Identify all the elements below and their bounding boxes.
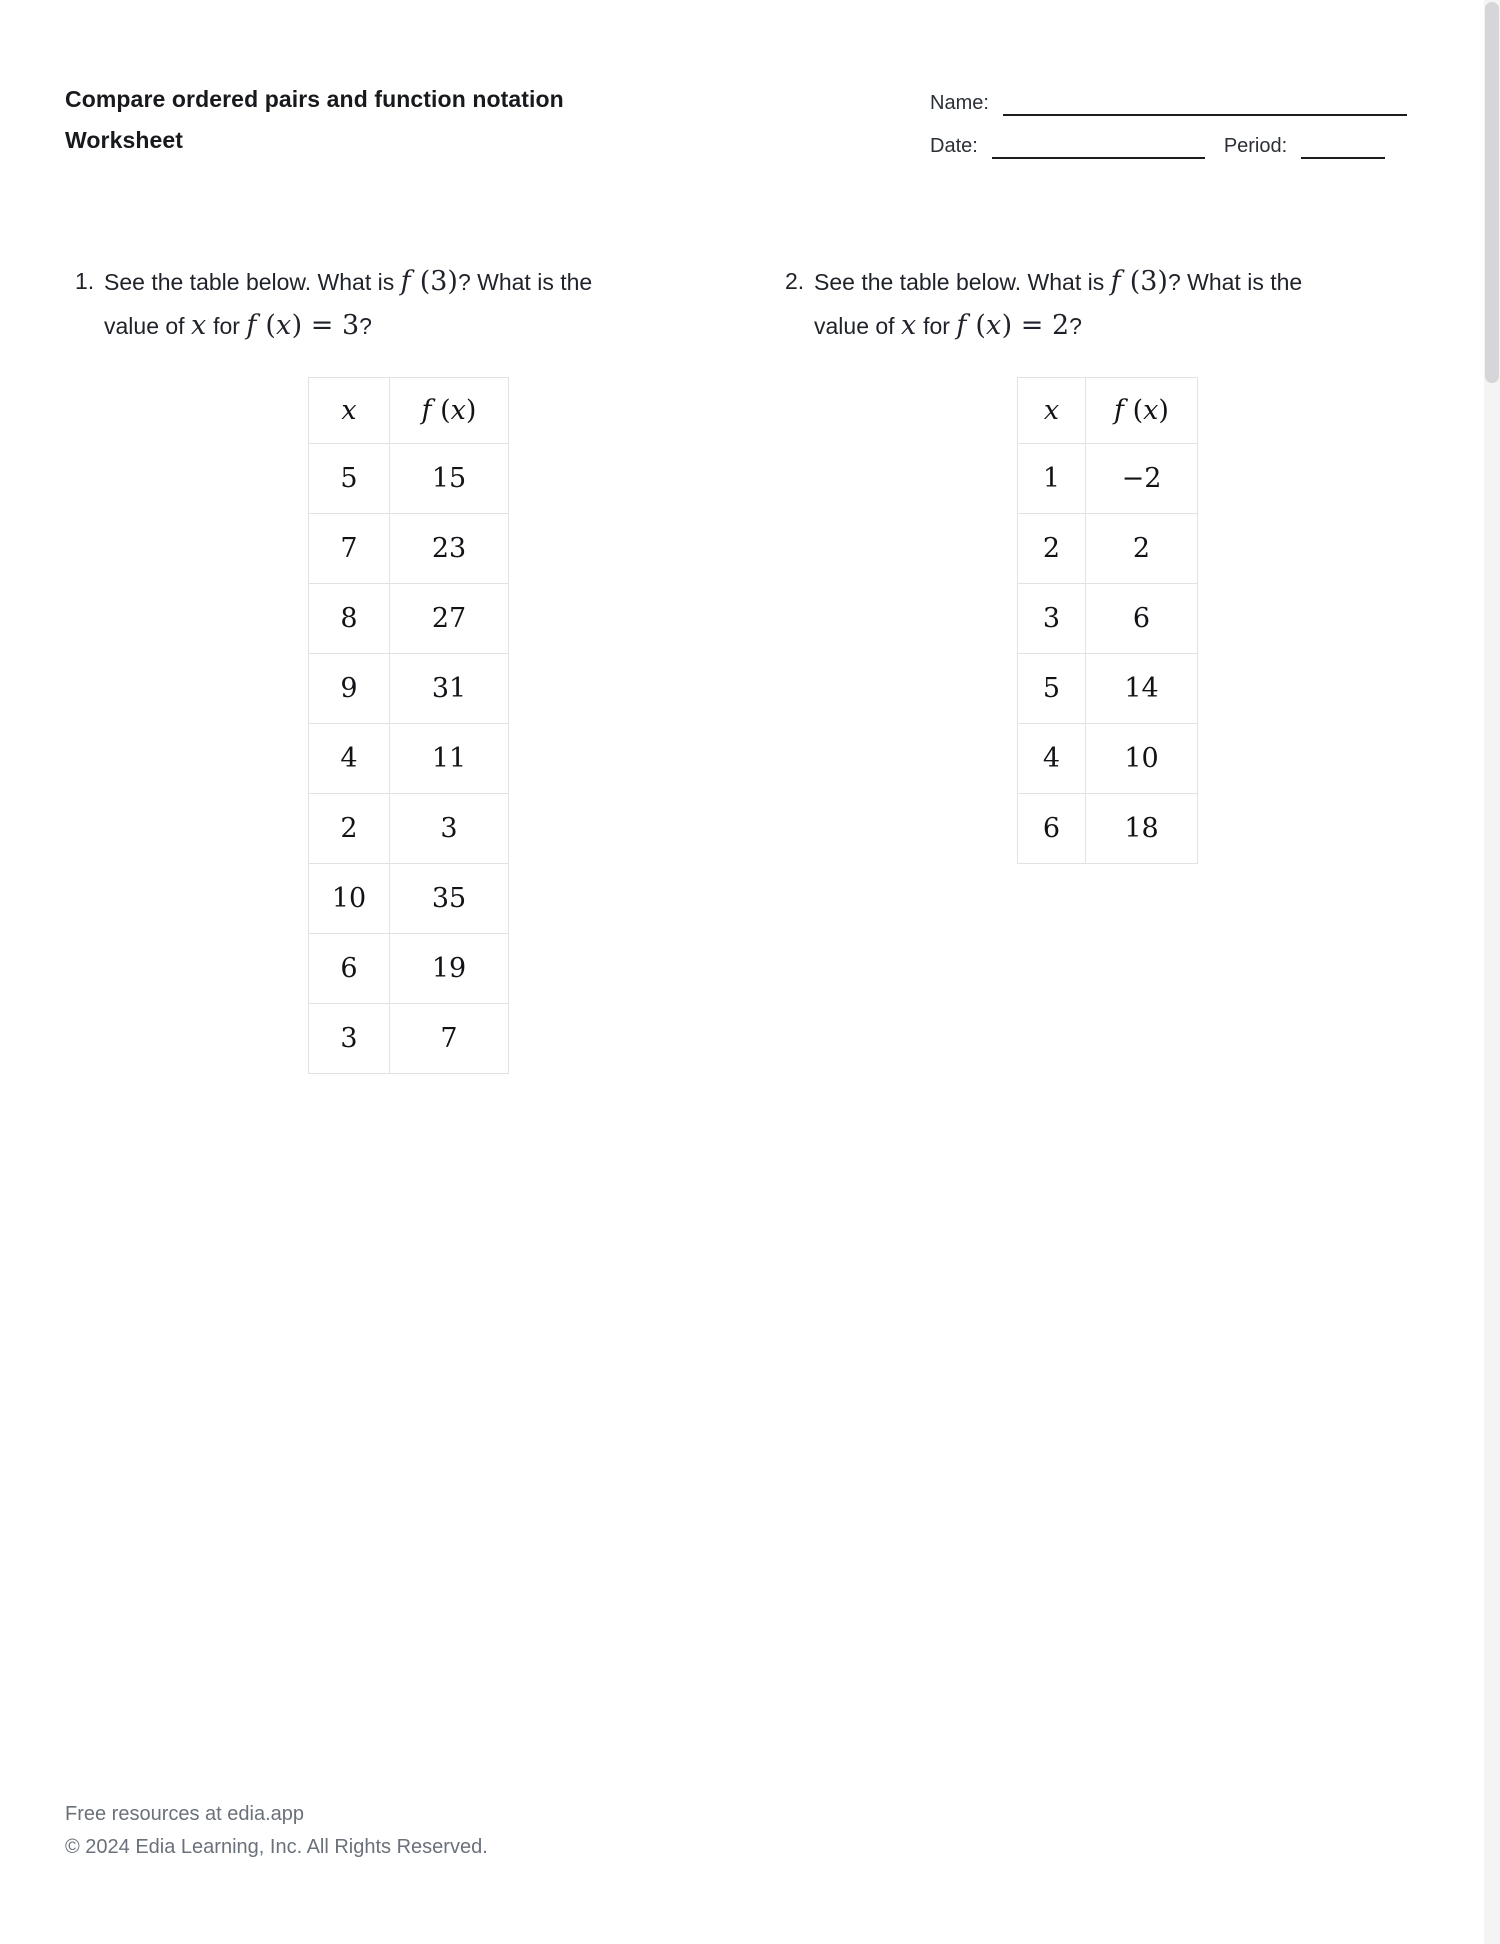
period-label: Period:: [1223, 135, 1288, 157]
question-2-math-x: x: [900, 310, 917, 341]
table-cell: 31: [390, 654, 509, 724]
question-2-text-part: See the table below. What is: [814, 269, 1111, 295]
question-2-function-table: [1017, 377, 1198, 864]
footer-resources-text: Free resources at edia.app: [65, 1803, 305, 1825]
table-cell: 3: [1018, 584, 1086, 654]
table-row: [1018, 584, 1198, 654]
table-row: [309, 444, 509, 514]
table-cell: 19: [390, 934, 509, 1004]
table-cell: 6: [1018, 794, 1086, 864]
student-fields: [930, 92, 1407, 159]
question-2-text-part: ? What is the: [1167, 269, 1303, 295]
table-row: [1018, 654, 1198, 724]
question-1-math-x: x: [190, 310, 207, 341]
table-cell: 18: [1086, 794, 1198, 864]
date-label: Date:: [930, 135, 978, 157]
table-cell: 23: [390, 514, 509, 584]
question-1-math-fx-eq: f (x) = 3: [246, 310, 360, 341]
table-cell: 7: [390, 1004, 509, 1074]
table-cell: 8: [309, 584, 390, 654]
table-cell: 2: [1018, 514, 1086, 584]
question-2-text-part: ?: [1069, 313, 1082, 339]
table-cell: 4: [1018, 724, 1086, 794]
table-row: [309, 514, 509, 584]
worksheet-title: [65, 79, 564, 161]
name-label: Name:: [930, 92, 989, 114]
table-row: [1018, 794, 1198, 864]
name-field-row: [930, 92, 1407, 116]
table-row: [309, 934, 509, 1004]
vertical-scrollbar-thumb[interactable]: [1485, 2, 1499, 383]
question-1-text-part: ?: [359, 313, 372, 339]
column-header: f (x): [390, 378, 509, 444]
table-cell: 1: [1018, 444, 1086, 514]
table-cell: 2: [1086, 514, 1198, 584]
date-blank-line: [992, 145, 1205, 159]
table-cell: 2: [309, 794, 390, 864]
question-2-math-f3: f (3): [1110, 266, 1168, 297]
table-cell: 3: [309, 1004, 390, 1074]
question-2-text-part: value of: [814, 313, 901, 339]
table-cell: 15: [390, 444, 509, 514]
worksheet-title-line2: Worksheet: [65, 127, 184, 153]
table-row: [309, 1004, 509, 1074]
table-row: [1018, 514, 1198, 584]
table-row: [309, 724, 509, 794]
column-header: x: [309, 378, 390, 444]
page-footer: [65, 1798, 488, 1864]
worksheet-title-line1: Compare ordered pairs and function notation: [65, 86, 564, 112]
question-2: [785, 260, 1445, 348]
table-cell: 4: [309, 724, 390, 794]
table-cell: 7: [309, 514, 390, 584]
question-1-text: [104, 260, 735, 348]
period-blank-line: [1301, 145, 1385, 159]
table-cell: 10: [1086, 724, 1198, 794]
column-header: x: [1018, 378, 1086, 444]
question-1: [75, 260, 735, 348]
table-cell: 10: [309, 864, 390, 934]
table-cell: 5: [1018, 654, 1086, 724]
table-cell: 11: [390, 724, 509, 794]
footer-copyright-text: © 2024 Edia Learning, Inc. All Rights Reserved.: [65, 1836, 488, 1858]
table-cell: 27: [390, 584, 509, 654]
question-1-text-part: See the table below. What is: [104, 269, 401, 295]
table-header-row: [309, 378, 509, 444]
column-header: f (x): [1086, 378, 1198, 444]
question-2-math-fx-eq: f (x) = 2: [956, 310, 1070, 341]
table-cell: 6: [309, 934, 390, 1004]
table-row: [1018, 444, 1198, 514]
table-row: [309, 584, 509, 654]
table-row: [309, 654, 509, 724]
question-2-text: [814, 260, 1445, 348]
table-row: [1018, 724, 1198, 794]
question-2-text-part: for: [916, 313, 957, 339]
table-cell: 5: [309, 444, 390, 514]
table-cell: 35: [390, 864, 509, 934]
table-row: [309, 794, 509, 864]
table-cell: −2: [1086, 444, 1198, 514]
table-row: [309, 864, 509, 934]
table-cell: 3: [390, 794, 509, 864]
name-blank-line: [1003, 102, 1407, 116]
question-1-math-f3: f (3): [400, 266, 458, 297]
date-period-field-row: [930, 135, 1407, 159]
question-2-number: 2.: [785, 268, 805, 294]
question-1-function-table: [308, 377, 509, 1074]
table-header-row: [1018, 378, 1198, 444]
table-cell: 6: [1086, 584, 1198, 654]
question-1-number: 1.: [75, 268, 95, 294]
table-cell: 14: [1086, 654, 1198, 724]
table-cell: 9: [309, 654, 390, 724]
vertical-scrollbar-track[interactable]: [1484, 0, 1500, 1944]
question-1-text-part: ? What is the: [457, 269, 593, 295]
question-1-text-part: value of: [104, 313, 191, 339]
question-1-text-part: for: [206, 313, 247, 339]
